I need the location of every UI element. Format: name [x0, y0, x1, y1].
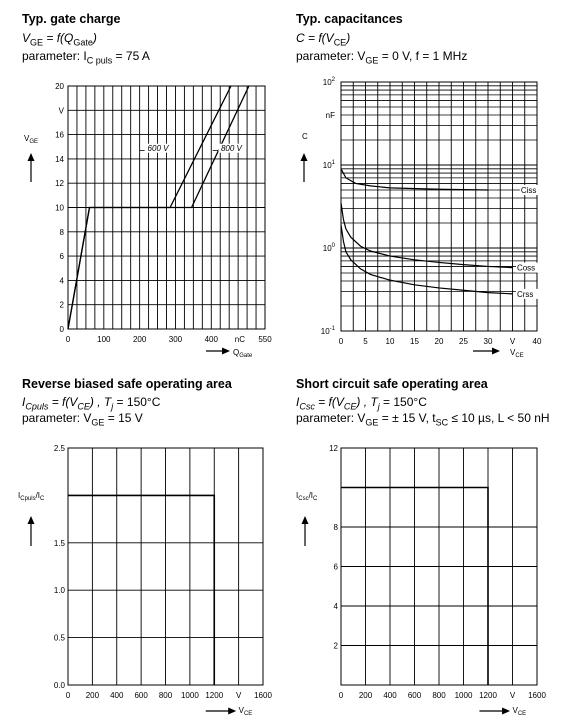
text-sub: C puls: [86, 55, 113, 66]
panel3-title: Reverse biased safe operating area: [22, 377, 232, 391]
y-unit-label: nF: [325, 111, 335, 121]
panel4-title: Short circuit safe operating area: [296, 377, 488, 391]
rbsoa-chart: [18, 444, 272, 700]
text-sub: CE: [77, 401, 90, 412]
x-axis-arrow-head: [492, 348, 500, 355]
text-part: parameter: I: [22, 49, 87, 63]
y-tick-label: 8: [59, 227, 64, 237]
x-tick-label: 10: [385, 337, 395, 346]
y-tick-label: 6: [333, 562, 338, 572]
panel1-title: Typ. gate charge: [22, 12, 121, 26]
y-axis-arrow-head: [28, 153, 35, 161]
y-axis-label: $I_{Cpuls}/I_C$: [18, 491, 45, 502]
scsoa-chart-y-arrow-head: [302, 516, 309, 524]
y-tick-label: $10^0$: [322, 243, 335, 253]
y-tick-label: 12: [329, 444, 338, 453]
y-tick-label: 4: [59, 276, 64, 286]
text-sub: Cpuls: [25, 401, 49, 412]
text-part: ) , T: [89, 395, 112, 409]
x-tick-label: 600: [407, 691, 422, 700]
y-tick-label: $10^{-1}$: [320, 326, 335, 336]
text-sub: Csc: [299, 401, 315, 412]
series-label-ciss: Ciss: [520, 185, 537, 195]
x-tick-label: 0: [338, 337, 344, 346]
text-part: = 0 V, f = 1 MHz: [378, 49, 468, 63]
x-tick-label: 40: [532, 337, 542, 346]
x-tick-label: 1000: [180, 691, 199, 700]
x-axis-label: $V_{CE}$: [238, 706, 253, 717]
y-axis-label: C: [302, 132, 308, 141]
text-sub: CE: [343, 401, 357, 412]
y-tick-label: 2.5: [53, 444, 65, 453]
y-axis-arrow-head: [301, 153, 308, 161]
x-tick-label: 400: [110, 691, 124, 700]
x-tick-label: 30: [483, 337, 493, 346]
x-tick-label: V: [509, 337, 516, 346]
y-tick-label: 4: [333, 602, 338, 611]
y-tick-label: 10: [55, 203, 64, 213]
scsoa-chart: [296, 444, 546, 700]
scsoa-chart-x-arrow-head: [502, 708, 510, 715]
y-tick-label: 1.5: [53, 538, 65, 548]
x-axis-label: $V_{CE}$: [510, 348, 524, 359]
y-tick-label: $10^1$: [322, 160, 335, 170]
y-tick-label: 0: [59, 325, 64, 334]
x-tick-label: 300: [168, 335, 183, 344]
text-part: ) , T: [356, 395, 378, 409]
text-part: = f(Q: [43, 31, 74, 45]
y-tick-label: $10^2$: [322, 77, 335, 87]
y-tick-label: 1.0: [53, 586, 65, 596]
text-sub: GE: [365, 417, 379, 428]
text-part: parameter: V: [296, 49, 366, 63]
x-tick-label: 800: [432, 691, 446, 700]
text-part: = f(V: [48, 395, 78, 409]
x-tick-label: 0: [65, 335, 71, 344]
x-tick-label: 0: [338, 691, 344, 700]
text-sub: CE: [333, 37, 347, 48]
x-tick-label: 550: [258, 335, 272, 344]
x-tick-label: 5: [363, 337, 368, 346]
text-sub: GE: [91, 417, 105, 428]
y-axis-label: $I_{Csc}/I_C$: [296, 491, 318, 502]
rbsoa-chart-y-arrow-head: [28, 516, 35, 524]
y-tick-label: 2: [59, 300, 64, 310]
y-tick-label: 12: [55, 179, 64, 189]
text-part: parameter: V: [22, 411, 92, 425]
text-sub: j: [377, 401, 380, 412]
text-part: = 15 V: [104, 411, 143, 425]
x-tick-label: 1200: [479, 691, 497, 700]
text-part: parameter: V: [296, 411, 366, 425]
text-part: = f(V: [314, 395, 344, 409]
capacitance-chart: [302, 77, 542, 346]
text-sub: Gate: [73, 37, 93, 48]
series-label-crss: Crss: [516, 289, 534, 299]
text-sub: GE: [30, 37, 44, 48]
x-tick-label: 0: [65, 691, 71, 700]
text-part: I: [22, 395, 26, 409]
x-tick-label: 1600: [254, 691, 272, 700]
series-label-600v: 600 V: [147, 144, 169, 154]
y-tick-label: 0.0: [53, 681, 65, 690]
x-tick-label: V: [235, 691, 242, 700]
series-label-coss: Coss: [516, 263, 536, 273]
text-part: = 150°C: [379, 395, 427, 409]
x-tick-label: 400: [204, 335, 218, 344]
x-tick-label: 100: [97, 335, 111, 344]
panel2-title: Typ. capacitances: [296, 12, 403, 26]
y-tick-label: 20: [55, 82, 64, 91]
text-part: ≤ 10 µs, L < 50 nH: [448, 411, 550, 425]
x-tick-label: 200: [358, 691, 373, 700]
y-tick-label: 16: [55, 130, 64, 140]
y-tick-label: 14: [55, 154, 64, 164]
rbsoa-chart-x-arrow-head: [228, 708, 236, 715]
y-axis-label: $V_{GE}$: [24, 134, 39, 145]
y-tick-label: 0.5: [53, 633, 65, 643]
x-tick-label: 400: [383, 691, 397, 700]
x-tick-label: V: [509, 691, 516, 700]
text-part: = 75 A: [112, 49, 150, 63]
gate-charge-chart: [55, 82, 272, 344]
x-tick-label: 1200: [205, 691, 224, 700]
text-part: = ± 15 V, t: [378, 411, 436, 425]
x-axis-label: $Q_{Gate}$: [233, 348, 253, 359]
x-tick-label: 25: [459, 337, 468, 346]
text-part: V: [22, 31, 31, 45]
x-tick-label: nC: [234, 335, 246, 344]
x-tick-label: 20: [434, 337, 444, 346]
text-part: ): [346, 31, 351, 45]
x-tick-label: 600: [134, 691, 148, 700]
x-tick-label: 1600: [528, 691, 546, 700]
x-tick-label: 200: [85, 691, 100, 700]
y-tick-label: 8: [333, 523, 338, 532]
y-tick-label: 6: [59, 252, 64, 262]
y-tick-label: V: [58, 106, 64, 116]
text-sub: SC: [435, 417, 449, 428]
x-tick-label: 200: [132, 335, 147, 344]
text-part: I: [296, 395, 300, 409]
series-label-800v: 800 V: [220, 144, 242, 154]
text-part: = 150°C: [113, 395, 161, 409]
x-tick-label: 800: [158, 691, 173, 700]
x-axis-label: $V_{CE}$: [512, 706, 527, 717]
x-tick-label: 1000: [454, 691, 473, 700]
text-sub: j: [111, 401, 114, 412]
x-axis-arrow-head: [222, 348, 230, 355]
text-sub: GE: [365, 55, 379, 66]
text-part: C = f(V: [296, 31, 334, 45]
x-tick-label: 15: [410, 337, 419, 346]
text-part: ): [92, 31, 97, 45]
y-tick-label: 2: [333, 641, 338, 651]
